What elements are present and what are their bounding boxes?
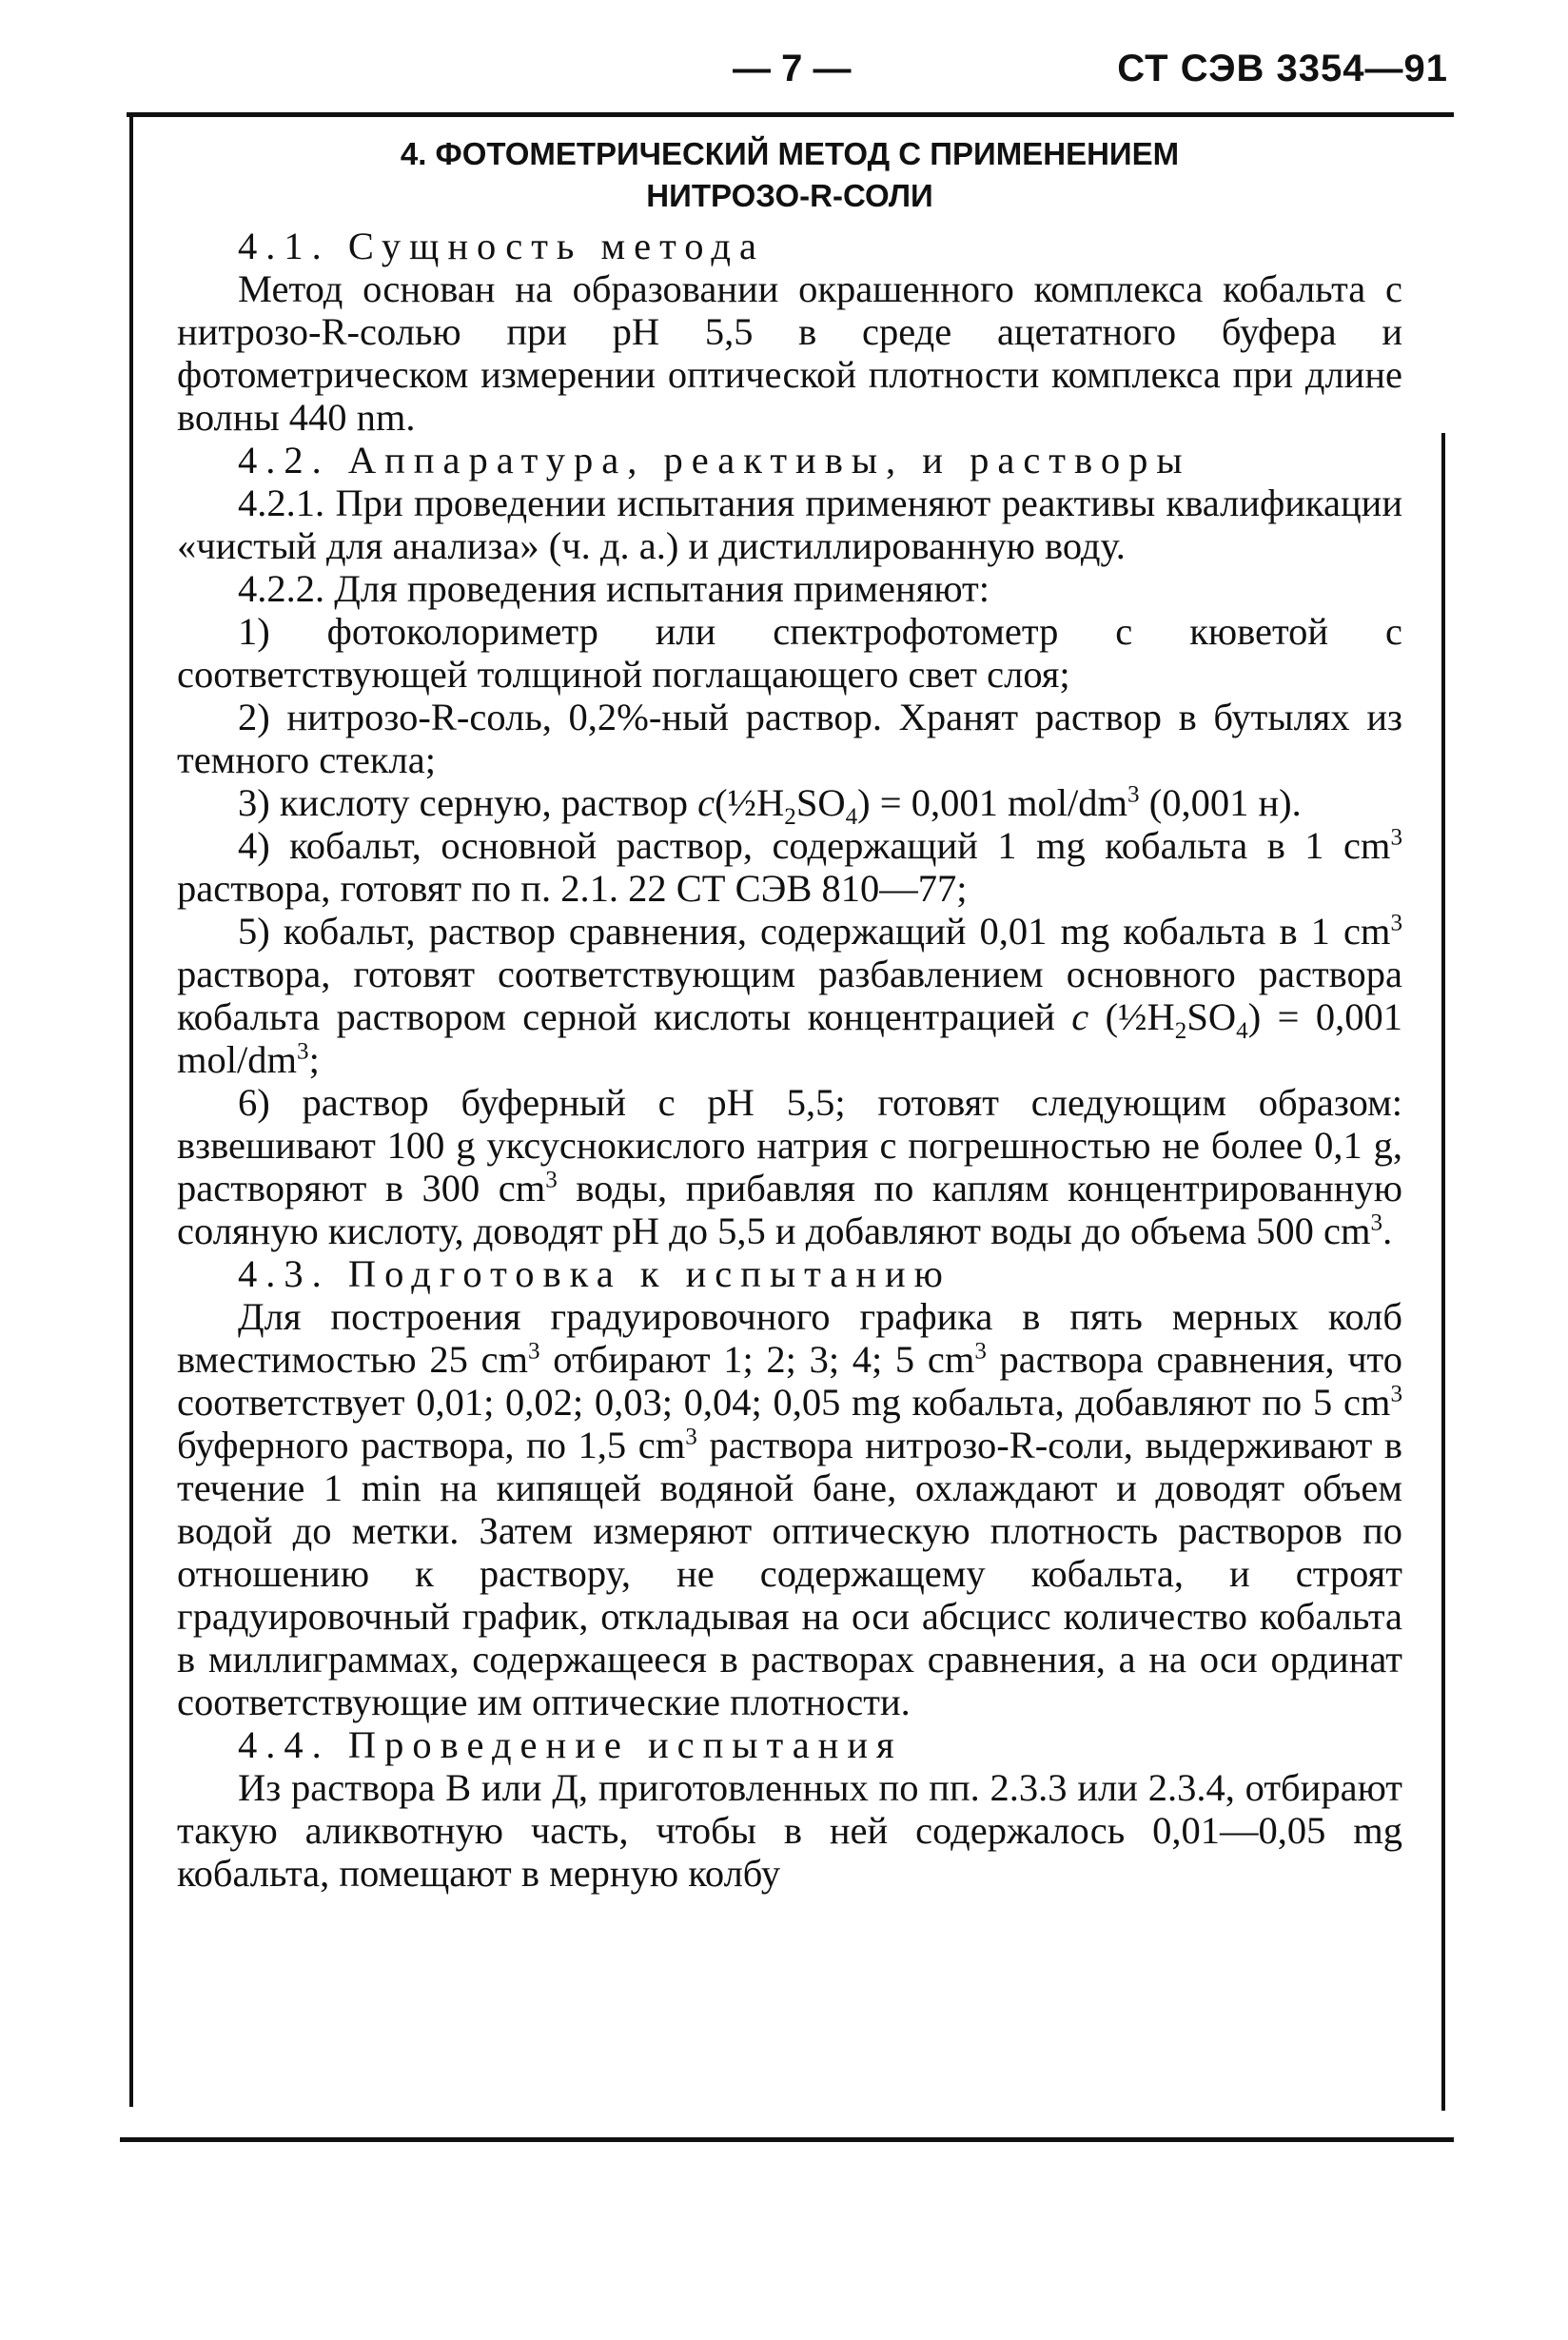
paragraph-4-3: Для построения градуировочного графика в пять мерных колб вместимостью 25 $cm^3$ отбирают 1; 2; 3; 4; 5 $cm^3$ раствора сравнения, что соответствует 0,01; 0,02; 0,03; 0,04; 0,05 mg кобальта, добавляют по 5 $cm^3$ буферного раствора, по 1,5 $cm^3$ раствора нитрозо-R-соли, выдерживают в течение 1 min на кипящей водяной бане, охлаждают и доводят объем водой до метки. Затем измеряют оптическую плотность растворов по отношению к раствору, не содержащему кобальта, и строят градуировочный график, откладывая на оси абсцисс количество кобальта в миллиграммах, содержащееся в растворах сравнения, а на оси ординат соответствующие им оптические плотности. [177,1295,1402,1723]
section-title-line1: 4. ФОТОМЕТРИЧЕСКИЙ МЕТОД С ПРИМЕНЕНИЕМ [400,136,1180,171]
frame-right-rule [1441,433,1445,2111]
paragraph-4-2-1: 4.2.1. При проведении испытания применяют реактивы квалификации «чистый для анализа» (ч. д. а.) и дистиллированную воду. [177,482,1402,567]
paragraph-4-4: Из раствора В или Д, приготовленных по пп. 2.3.3 или 2.3.4, отбирают такую аликвотную часть, чтобы в ней содержалось 0,01—0,05 mg кобальта, помещают в мерную колбу [177,1766,1402,1895]
document-code: СТ СЭВ 3354—91 [1117,48,1448,89]
list-item-6: 6) раствор буферный с pH 5,5; готовят следующим образом: взвешивают 100 g уксуснокислого натрия с погрешностью не более 0,1 g, растворяют в 300 $cm^3$ воды, прибавляя по каплям концентрированную соляную кислоту, доводят pH до 5,5 и добавляют воды до объема 500 $cm^3$. [177,1081,1402,1252]
subsection-heading-4-3: 4.3. Подготовка к испытанию [238,1252,951,1295]
paragraph-4-1: Метод основан на образовании окрашенного комплекса кобальта с нитрозо-R-солью при pH 5,5 в среде ацетатного буфера и фотометрическом измерении оптической плотности комплекса при длине волны 440 nm. [177,267,1402,439]
page-number: — 7 — [733,48,852,89]
document-body [177,133,1402,1895]
list-item-2: 2) нитрозо-R-соль, 0,2%-ный раствор. Хранят раствор в бутылях из темного стекла; [177,696,1402,781]
subsection-heading-4-4: 4.4. Проведение испытания [238,1723,903,1766]
frame-bottom-rule [120,2137,1454,2142]
page-header [0,48,1568,105]
paragraph-4-2-2: 4.2.2. Для проведения испытания применяют: [238,567,990,610]
list-item-4: 4) кобальт, основной раствор, содержащий 1 mg кобальта в 1 $cm^3$ раствора, готовят по п. 2.1. 22 СТ СЭВ 810—77; [177,824,1402,910]
frame-left-rule [129,112,133,2107]
list-item-3: 3) кислоту серную, раствор $c(\frac{1}{2}H_2SO_4) = 0,001$ mol/$dm^3$ (0,001 н). [238,781,1302,831]
list-item-1: 1) фотоколориметр или спектрофотометр с кюветой с соответствующей толщиной поглащающего свет слоя; [177,610,1402,696]
list-item-5: 5) кобальт, раствор сравнения, содержащий 0,01 mg кобальта в 1 $cm^3$ раствора, готовят соответствующим разбавлением основного раствора кобальта раствором серной кислоты концентрацией c $(\frac{1}{2}H_2SO_4) = 0,001$ mol/$dm^3$; [177,910,1402,1081]
section-title-line2: НИТРОЗО-R-СОЛИ [646,178,933,213]
section-title [177,133,1402,217]
subsection-heading-4-1: 4.1. Сущность метода [238,225,765,267]
subsection-heading-4-2: 4.2. Аппаратура, реактивы, и растворы [238,439,1191,482]
frame-top-rule [127,112,1454,117]
